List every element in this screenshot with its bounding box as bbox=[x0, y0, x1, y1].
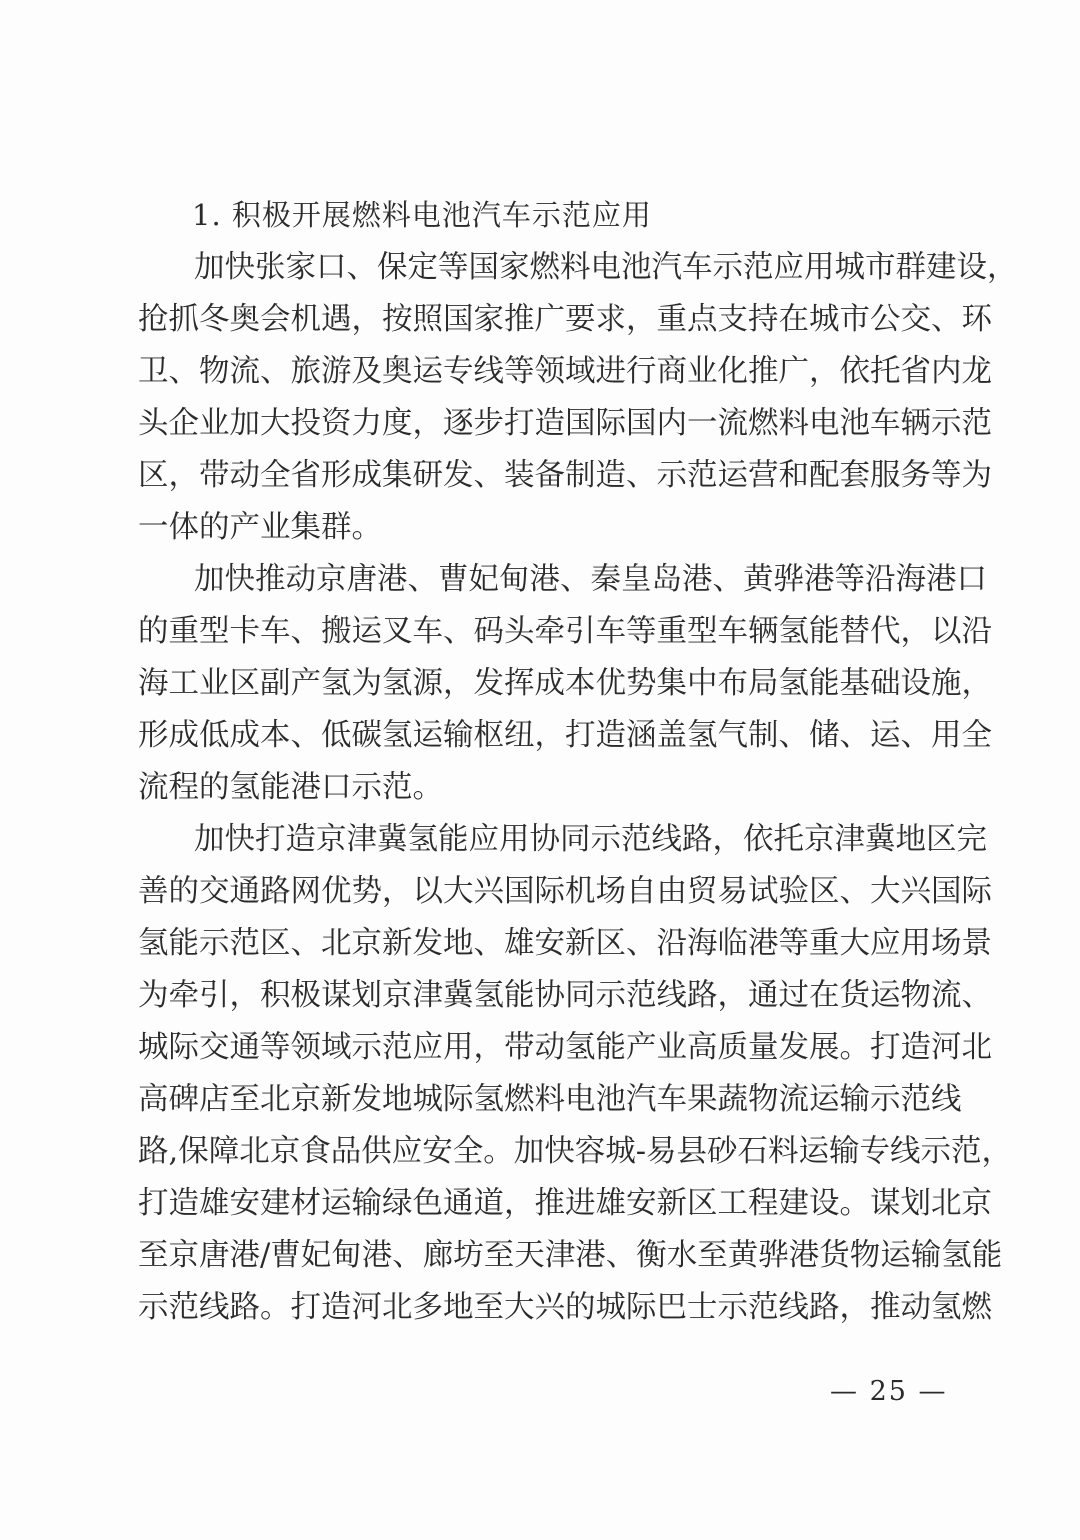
paragraph-line: 流程的氢能港口示范。 bbox=[138, 770, 443, 805]
paragraph-line: 路,保障北京食品供应安全。加快容城-易县砂石料运输专线示范， bbox=[138, 1134, 1012, 1169]
paragraph-line: 加快打造京津冀氢能应用协同示范线路，依托京津冀地区完 bbox=[194, 822, 987, 857]
paragraph-line: 氢能示范区、北京新发地、雄安新区、沿海临港等重大应用场景 bbox=[138, 926, 992, 961]
paragraph-line: 为牵引，积极谋划京津冀氢能协同示范线路，通过在货运物流、 bbox=[138, 978, 992, 1013]
page-number: — 25 — bbox=[830, 1376, 948, 1407]
paragraph-line: 加快推动京唐港、曹妃甸港、秦皇岛港、黄骅港等沿海港口 bbox=[194, 562, 987, 597]
paragraph-1 bbox=[138, 242, 1018, 554]
paragraph-line: 区，带动全省形成集研发、装备制造、示范运营和配套服务等为 bbox=[138, 458, 992, 493]
section-heading: 1. 积极开展燃料电池汽车示范应用 bbox=[192, 198, 652, 232]
paragraph-line: 打造雄安建材运输绿色通道，推进雄安新区工程建设。谋划北京 bbox=[138, 1186, 992, 1221]
paragraph-line: 抢抓冬奥会机遇，按照国家推广要求，重点支持在城市公交、环 bbox=[138, 302, 992, 337]
paragraph-line: 示范线路。打造河北多地至大兴的城际巴士示范线路，推动氢燃 bbox=[138, 1290, 992, 1325]
paragraph-3 bbox=[138, 814, 1012, 1334]
paragraph-line: 头企业加大投资力度，逐步打造国际国内一流燃料电池车辆示范 bbox=[138, 406, 992, 441]
paragraph-line: 的重型卡车、搬运叉车、码头牵引车等重型车辆氢能替代，以沿 bbox=[138, 614, 992, 649]
paragraph-line: 善的交通路网优势，以大兴国际机场自由贸易试验区、大兴国际 bbox=[138, 874, 992, 909]
paragraph-line: 形成低成本、低碳氢运输枢纽，打造涵盖氢气制、储、运、用全 bbox=[138, 718, 992, 753]
paragraph-2 bbox=[138, 554, 992, 814]
paragraph-line: 卫、物流、旅游及奥运专线等领域进行商业化推广，依托省内龙 bbox=[138, 354, 992, 389]
paragraph-line: 至京唐港/曹妃甸港、廊坊至天津港、衡水至黄骅港货物运输氢能 bbox=[138, 1238, 1003, 1273]
paragraph-line: 高碑店至北京新发地城际氢燃料电池汽车果蔬物流运输示范线 bbox=[138, 1082, 962, 1117]
paragraph-line: 海工业区副产氢为氢源，发挥成本优势集中布局氢能基础设施， bbox=[138, 666, 992, 701]
paragraph-line: 一体的产业集群。 bbox=[138, 510, 382, 545]
paragraph-line: 城际交通等领域示范应用，带动氢能产业高质量发展。打造河北 bbox=[138, 1030, 992, 1065]
paragraph-line: 加快张家口、保定等国家燃料电池汽车示范应用城市群建设， bbox=[194, 250, 1018, 285]
